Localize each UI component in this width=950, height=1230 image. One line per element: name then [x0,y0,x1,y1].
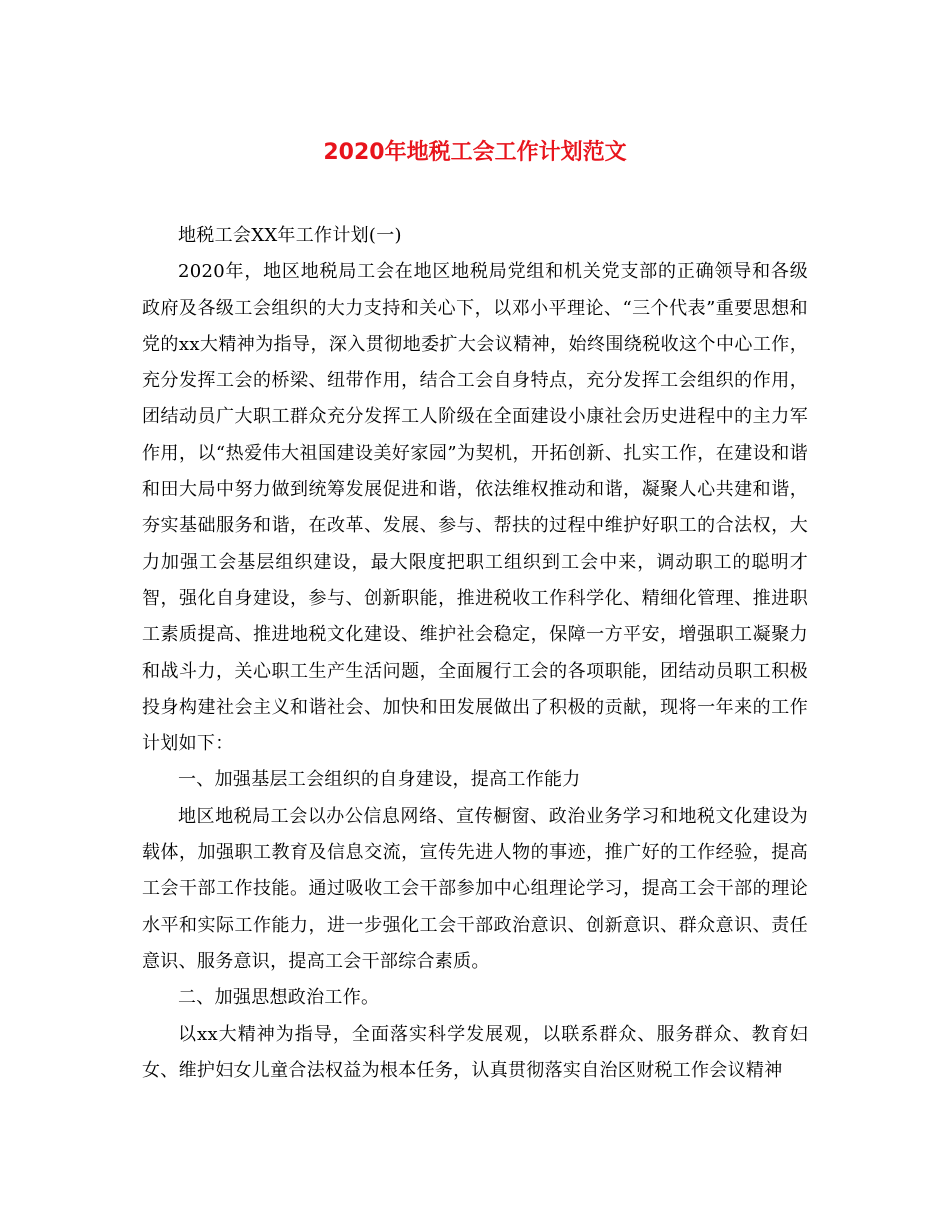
paragraph-section-2: 以xx大精神为指导，全面落实科学发展观，以联系群众、服务群众、教育妇女、维护妇女儿童合法权益为根本任务，认真贯彻落实自治区财税工作会议精神 [142,1023,808,1081]
paragraph-section-1: 地区地税局工会以办公信息网络、宣传橱窗、政治业务学习和地税文化建设为载体，加强职工教育及信息交流，宣传先进人物的事迹，推广好的工作经验，提高工会干部工作技能。通过吸收工会干部参加中心组理论学习，提高工会干部的理论水平和实际工作能力，进一步强化工会干部政治意识、创新意识、群众意识、责任意识、服务意识，提高工会干部综合素质。 [142,805,808,972]
document-title: 2020年地税工会工作计划范文 [323,140,627,165]
section-heading-2: 二、加强思想政治工作。 [178,987,380,1009]
document-body [142,218,808,1089]
section-heading-1: 一、加强基层工会组织的自身建设，提高工作能力 [178,769,581,791]
paragraph-intro: 2020年，地区地税局工会在地区地税局党组和机关党支部的正确领导和各级政府及各级工会组织的大力支持和关心下，以邓小平理论、“三个代表”重要思想和党的xx大精神为指导，深入贯彻地委扩大会议精神，始终围绕税收这个中心工作，充分发挥工会的桥梁、纽带作用，结合工会自身特点，充分发挥工会组织的作用，团结动员广大职工群众充分发挥工人阶级在全面建设小康社会历史进程中的主力军作用，以“热爱伟大祖国建设美好家园”为契机，开拓创新、扎实工作，在建设和谐和田大局中努力做到统筹发展促进和谐，依法维权推动和谐，凝聚人心共建和谐，夯实基础服务和谐，在改革、发展、参与、帮扶的过程中维护好职工的合法权，大力加强工会基层组织建设，最大限度把职工组织到工会中来，调动职工的聪明才智，强化自身建设，参与、创新职能，推进税收工作科学化、精细化管理、推进职工素质提高、推进地税文化建设、维护社会稳定，保障一方平安，增强职工凝聚力和战斗力，关心职工生产生活问题，全面履行工会的各项职能，团结动员职工积极投身构建社会主义和谐社会、加快和田发展做出了积极的贡献，现将一年来的工作计划如下： [142,261,808,755]
paragraph-subtitle: 地税工会XX年工作计划(一) [178,225,402,246]
